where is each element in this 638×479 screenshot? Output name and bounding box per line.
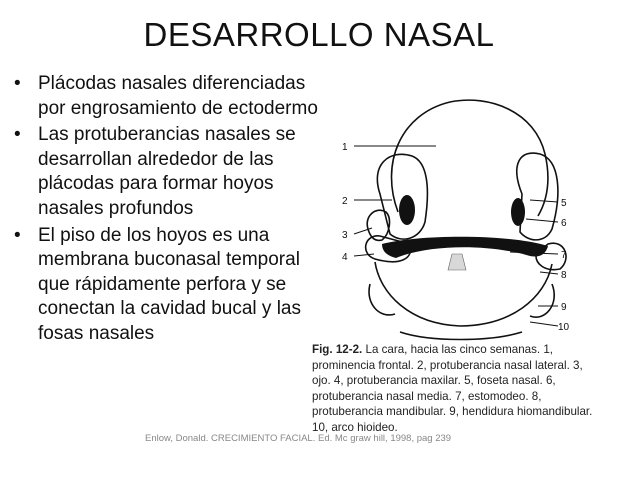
bullet-dot-icon: •: [14, 224, 21, 246]
figure-label: 5: [561, 198, 567, 209]
figure-label: 3: [342, 230, 348, 241]
caption-figure-number: Fig. 12-2.: [312, 343, 363, 356]
figure-caption: [312, 342, 602, 436]
bullet-text: Plácodas nasales diferenciadas por engrosamiento de ectodermo: [38, 73, 318, 119]
figure-label: 7: [561, 250, 567, 261]
bullet-item: [14, 224, 324, 347]
bullet-text: Las protuberancias nasales se desarrollan alrededor de las plácodas para formar hoyos nasales profundos: [38, 124, 296, 219]
figure-label: 9: [561, 302, 567, 313]
embryo-face-illustration: [340, 94, 580, 344]
figure-label: 6: [561, 218, 567, 229]
source-citation: Enlow, Donald. CRECIMIENTO FACIAL. Ed. Mc graw hill, 1998, pag 239: [145, 433, 452, 444]
bullet-item: [14, 123, 324, 221]
slide-title: DESARROLLO NASAL: [143, 16, 495, 53]
bullet-dot-icon: •: [14, 124, 21, 146]
figure-label: 8: [561, 270, 567, 281]
caption-text: La cara, hacia las cinco semanas. 1, prominencia frontal. 2, protuberancia nasal lateral. 3, ojo. 4, protuberancia maxilar. 5, foseta nasal. 6, protuberancia nasal media. 7, estomodeo. 8, protuberancia mandibular. 9, hendidura hiomandibular. 10, arco hioideo.: [312, 343, 593, 434]
bullet-item: [14, 72, 324, 121]
bullet-list: [14, 72, 324, 349]
figure-label: 2: [342, 196, 348, 207]
figure-label: 10: [558, 322, 570, 333]
bullet-dot-icon: •: [14, 73, 21, 94]
bullet-text: El piso de los hoyos es una membrana buconasal temporal que rápidamente perfora y se conectan la cavidad bucal y las fosas nasales: [38, 224, 301, 344]
figure-label: 4: [342, 252, 348, 263]
figure-label: 1: [342, 142, 348, 153]
